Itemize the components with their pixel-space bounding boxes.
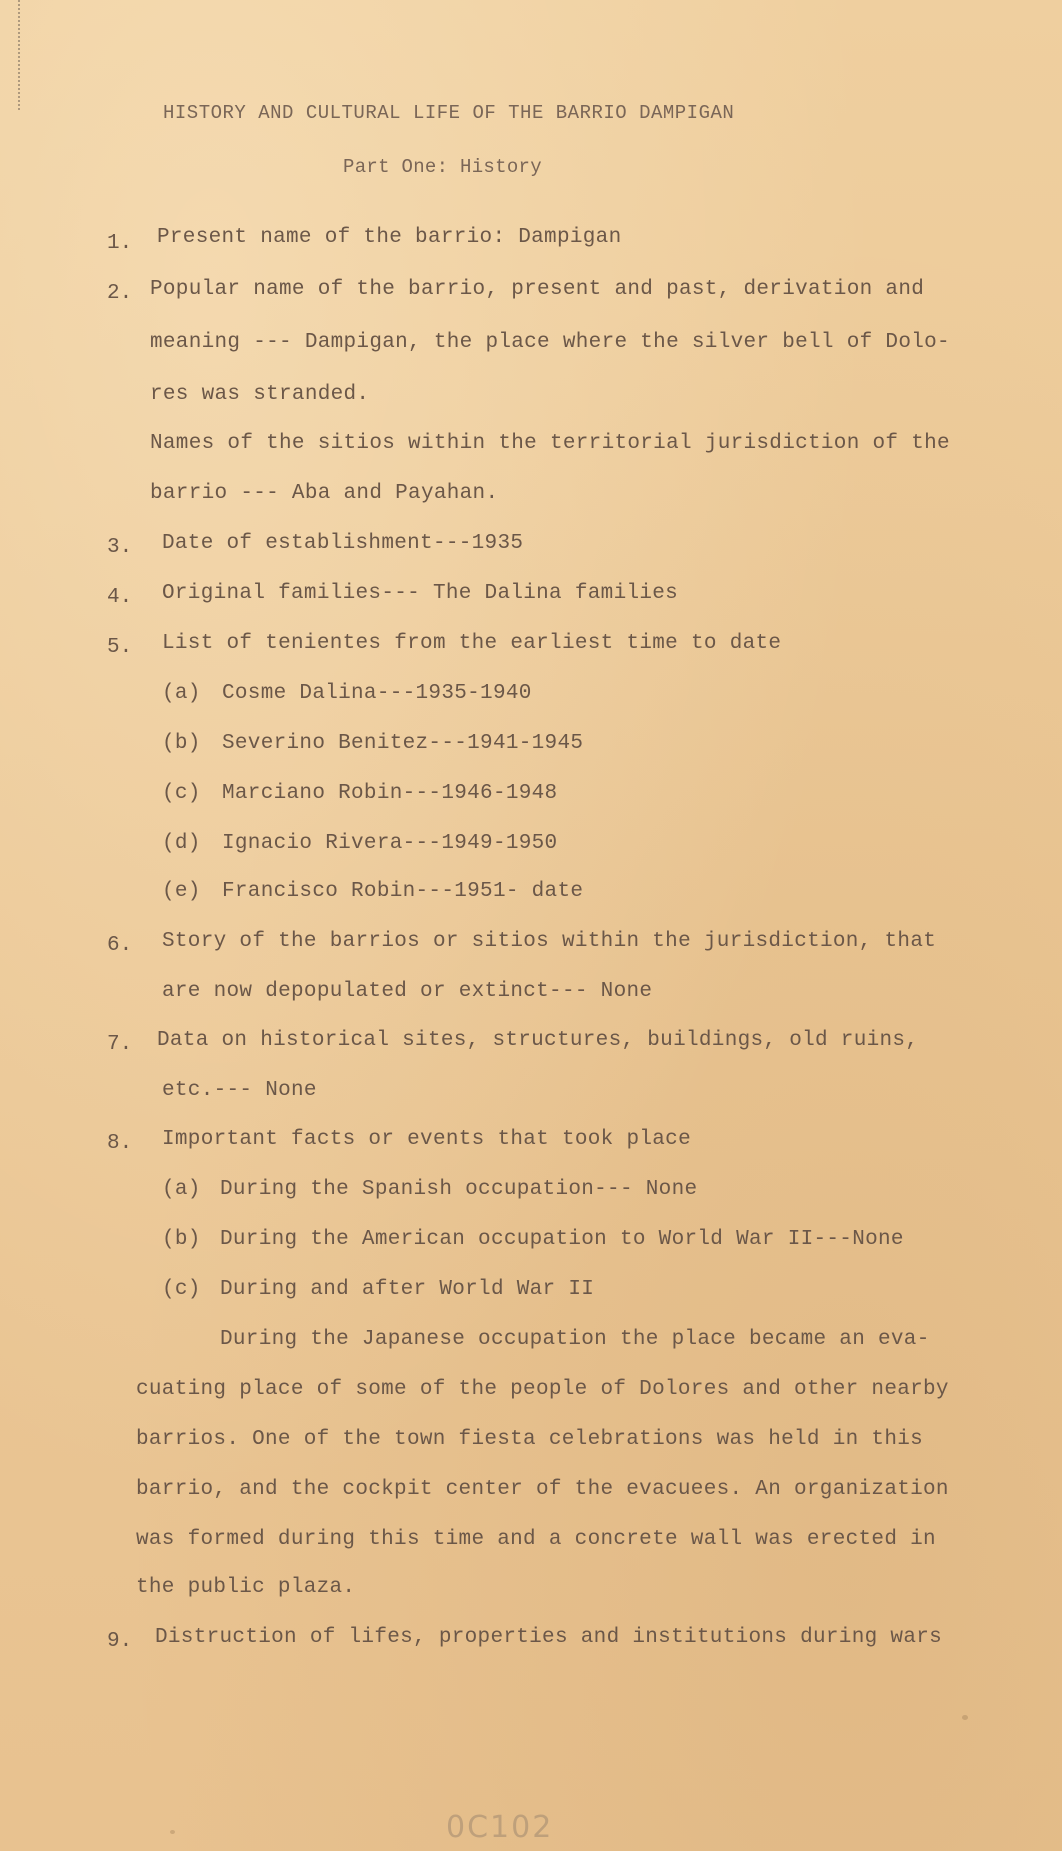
sub-item-text: Marciano Robin---1946-1948: [222, 782, 558, 805]
paragraph-line: barrios. One of the town fiesta celebrations was held in this: [136, 1428, 924, 1451]
item-number: 1.: [107, 232, 133, 255]
paper-speck: [170, 1830, 175, 1834]
item-number: 3.: [107, 536, 133, 559]
document-subtitle: Part One: History: [343, 156, 542, 178]
sub-item-text: Ignacio Rivera---1949-1950: [222, 832, 558, 855]
sub-item-text: During and after World War II: [220, 1278, 595, 1301]
sub-item-label: (a): [162, 1178, 201, 1201]
item-number: 5.: [107, 636, 133, 659]
item-2-line: meaning --- Dampigan, the place where the silver bell of Dolo-: [150, 331, 950, 354]
document-title: HISTORY AND CULTURAL LIFE OF THE BARRIO DAMPIGAN: [163, 102, 735, 124]
item-number: 8.: [107, 1132, 133, 1155]
item-number: 2.: [107, 282, 133, 305]
sub-item-text: During the Spanish occupation--- None: [220, 1178, 698, 1201]
item-2-line: res was stranded.: [150, 383, 370, 406]
item-number: 6.: [107, 934, 133, 957]
item-3-text: Date of establishment---1935: [162, 532, 524, 555]
item-number: 4.: [107, 586, 133, 609]
item-2-line: Popular name of the barrio, present and past, derivation and: [150, 278, 925, 301]
sub-item-label: (b): [162, 1228, 201, 1251]
item-5-text: List of tenientes from the earliest time to date: [162, 632, 782, 655]
paragraph-line: was formed during this time and a concrete wall was erected in: [136, 1528, 936, 1551]
sub-item-label: (e): [162, 880, 201, 903]
item-9-text: Distruction of lifes, properties and institutions during wars: [155, 1626, 943, 1649]
archive-stamp: 0C102: [446, 1810, 554, 1845]
sub-item-label: (a): [162, 682, 201, 705]
item-4-text: Original families--- The Dalina families: [162, 582, 679, 605]
item-number: 9.: [107, 1630, 133, 1653]
sub-item-text: Severino Benitez---1941-1945: [222, 732, 584, 755]
item-6-line: Story of the barrios or sitios within the jurisdiction, that: [162, 930, 937, 953]
item-6-line: are now depopulated or extinct--- None: [162, 980, 653, 1003]
sub-item-label: (c): [162, 782, 201, 805]
paragraph-line: cuating place of some of the people of Dolores and other nearby: [136, 1378, 949, 1401]
sub-item-label: (c): [162, 1278, 201, 1301]
sub-item-text: During the American occupation to World War II---None: [220, 1228, 904, 1251]
sub-item-text: Francisco Robin---1951- date: [222, 880, 584, 903]
sub-item-label: (d): [162, 832, 201, 855]
binding-holes: [18, 0, 24, 110]
paragraph-line: During the Japanese occupation the place became an eva-: [220, 1328, 930, 1351]
paper-speck: [962, 1715, 968, 1720]
item-number: 7.: [107, 1033, 133, 1056]
sub-item-label: (b): [162, 732, 201, 755]
paragraph-line: barrio, and the cockpit center of the evacuees. An organization: [136, 1478, 949, 1501]
paragraph-line: the public plaza.: [136, 1576, 356, 1599]
item-7-line: etc.--- None: [162, 1079, 317, 1102]
sub-item-text: Cosme Dalina---1935-1940: [222, 682, 532, 705]
item-1-text: Present name of the barrio: Dampigan: [157, 226, 622, 249]
item-7-line: Data on historical sites, structures, buildings, old ruins,: [157, 1029, 919, 1052]
item-2-line: barrio --- Aba and Payahan.: [150, 482, 499, 505]
item-2-line: Names of the sitios within the territorial jurisdiction of the: [150, 432, 950, 455]
item-8-text: Important facts or events that took place: [162, 1128, 691, 1151]
